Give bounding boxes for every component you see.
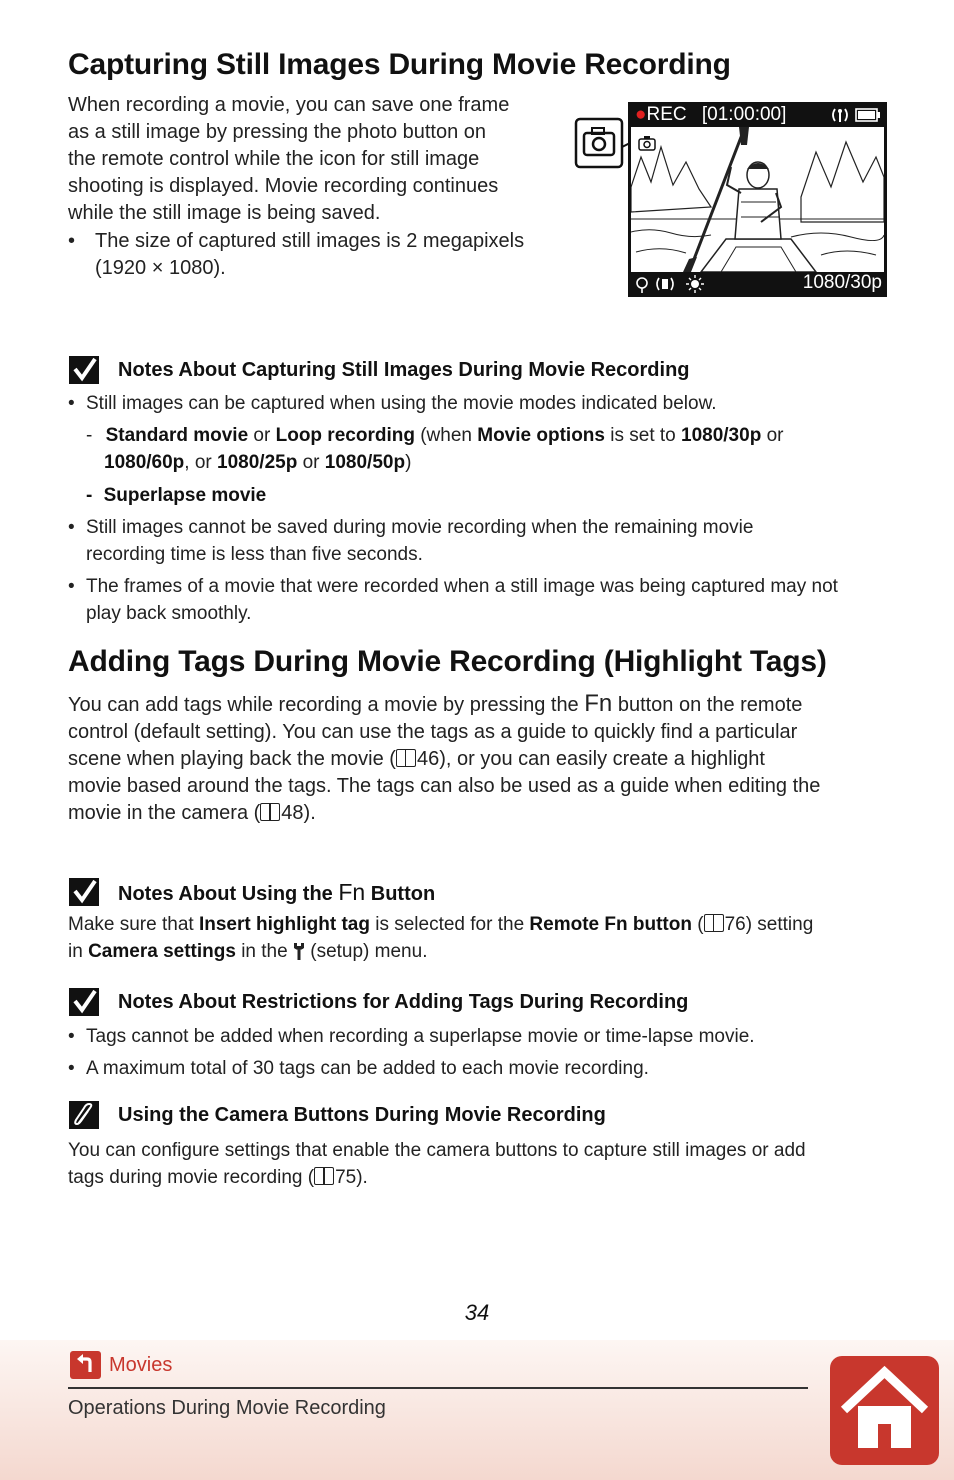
note3-bullet-1 [68,1023,883,1050]
bullet-line: The frames of a movie that were recorded when a still image was being captured may not [86,576,838,597]
bullet-text: A maximum total of 30 tags can be added to each movie recording. [86,1058,649,1079]
monitor-top-bar [635,103,786,127]
bullet-dot: • [68,230,76,252]
text-run: is set to [604,425,682,446]
note-heading-fn-button [68,877,435,907]
text-run: (setup) menu. [304,941,428,962]
text-run: ( [691,914,704,935]
bullet-line: play back smoothly. [86,603,252,624]
text-run: 76) setting [724,914,814,935]
para-line: You can configure settings that enable the camera buttons to capture still images or add [68,1140,806,1161]
text-run: tags during movie recording ( [68,1167,315,1188]
note4-paragraph [68,1137,888,1191]
text-run: 48). [281,802,316,824]
checkmark-note-icon [68,877,100,907]
intro-line: When recording a movie, you can save one frame [68,94,510,116]
menu-camera-settings: Camera settings [88,941,236,962]
chapter-label: Movies [109,1353,173,1376]
note-heading-capturing-stills [68,355,690,385]
para-line [68,746,888,773]
setting-movie-options: Movie options [477,425,605,446]
text-run: or [248,425,276,446]
rec-dot: ● [635,104,647,125]
para-line: control (default setting). You can use the tags as a guide to quickly find a particular [68,721,798,743]
para-line [68,800,888,827]
still-size-bullet [68,228,558,282]
monitor-status-icons [633,274,705,294]
home-button[interactable] [830,1356,939,1465]
para-line [68,690,888,719]
note-heading-restrictions [68,987,688,1017]
text-run: You can add tags while recording a movie by pressing the [68,694,585,716]
setting-insert-highlight-tag: Insert highlight tag [198,914,370,935]
bullet-line: (1920 × 1080). [95,257,226,279]
checkmark-note-icon [68,987,100,1017]
home-icon [830,1356,939,1465]
intro-paragraph [68,92,558,227]
note1-bullet-1 [68,390,883,417]
size-1080-30p: 1080/30p [681,425,762,446]
footer-divider [68,1387,808,1389]
note1-sub-item-2 [86,482,866,509]
bullet-text: Still images can be captured when using the movie modes indicated below. [86,393,717,414]
wrench-setup-icon [293,942,305,960]
text-run: (when [414,425,478,446]
back-arrow-icon [70,1351,101,1379]
text-run: scene when playing back the movie ( [68,748,396,770]
dash: - [86,425,93,446]
setting-remote-fn-button: Remote Fn button [529,914,692,935]
footer-bar [0,1340,954,1480]
bullet-dot: • [68,1026,75,1047]
kayaker-photo-illustration [631,127,884,272]
fn-button-glyph: Fn [584,690,613,717]
mode-standard-movie: Standard movie [105,425,249,446]
intro-line: as a still image by pressing the photo button on [68,121,487,143]
text-run: movie in the camera ( [68,802,261,824]
text-run: 75). [335,1167,368,1188]
text-run: Make sure that [68,914,199,935]
text-run: in [68,941,89,962]
dash: - [86,485,93,506]
bullet-text: Tags cannot be added when recording a superlapse movie or time-lapse movie. [86,1026,755,1047]
text-run: is selected for the [369,914,530,935]
size-1080-60p: 1080/60p [104,452,185,473]
para-line [68,911,888,938]
intro-line: the remote control while the icon for still image [68,148,480,170]
text-run: Notes About Using the [118,882,339,905]
fn-button-glyph: Fn [338,878,366,905]
intro-line: shooting is displayed. Movie recording continues [68,175,499,197]
photo-button-callout-icon [574,117,632,171]
rec-indicator: ●REC [635,104,687,125]
movie-size-label: 1080/30p [802,272,882,293]
para-line [68,938,888,965]
para-line [68,1164,888,1191]
photo-shooting-icon [637,135,657,151]
text-run: Button [365,882,436,905]
paperclip-tip-icon [68,1100,100,1130]
book-reference-icon[interactable] [260,803,280,821]
note-title: Notes About Capturing Still Images During Movie Recording [118,358,690,381]
camera-monitor-screen [628,102,887,297]
footer-section-label: Operations During Movie Recording [68,1397,386,1419]
section-title-highlight-tags: Adding Tags During Movie Recording (Highlight Tags) [68,645,827,678]
intro-line: while the still image is being saved. [68,202,381,224]
note-heading-camera-buttons [68,1100,606,1130]
note3-bullet-2 [68,1055,883,1082]
text-run: 46), or you can easily create a highlight [416,748,765,770]
note2-paragraph [68,911,888,965]
text-run: , or [184,452,218,473]
text-run: or [297,452,325,473]
highlight-tags-paragraph [68,690,888,827]
rec-timecode: [01:00:00] [701,104,787,125]
note1-bullet-2 [68,514,883,568]
bullet-dot: • [68,1058,75,1079]
text-run: ) [405,452,412,473]
page-number: 34 [464,1300,490,1325]
bullet-dot: • [68,517,75,538]
note1-sub-item-1 [86,422,866,476]
mode-superlapse-movie: Superlapse movie [103,485,267,506]
bullet-dot: • [68,393,75,414]
bullet-line: The size of captured still images is 2 megapixels [95,230,525,252]
book-reference-icon[interactable] [704,914,724,932]
battery-icon [855,108,881,122]
text-run: or [761,425,784,446]
bullet-line: recording time is less than five seconds. [86,544,423,565]
chapter-link[interactable] [70,1350,172,1380]
note1-bullet-3 [68,573,883,627]
size-1080-50p: 1080/50p [324,452,406,473]
checkmark-note-icon [68,355,100,385]
book-reference-icon[interactable] [396,749,416,767]
text-run: in the [235,941,293,962]
note-title: Notes About Restrictions for Adding Tags During Recording [118,990,689,1013]
mode-loop-recording: Loop recording [275,425,415,446]
section-title-capturing-stills: Capturing Still Images During Movie Recording [68,48,731,81]
bullet-line: Still images cannot be saved during movie recording when the remaining movie [86,517,754,538]
note-title: Using the Camera Buttons During Movie Recording [118,1103,606,1126]
wireless-icon [829,107,851,123]
text-run: button on the remote [612,694,803,716]
book-reference-icon[interactable] [314,1167,334,1185]
bullet-dot: • [68,576,75,597]
size-1080-25p: 1080/25p [217,452,298,473]
para-line: movie based around the tags. The tags can also be used as a guide when editing the [68,775,821,797]
